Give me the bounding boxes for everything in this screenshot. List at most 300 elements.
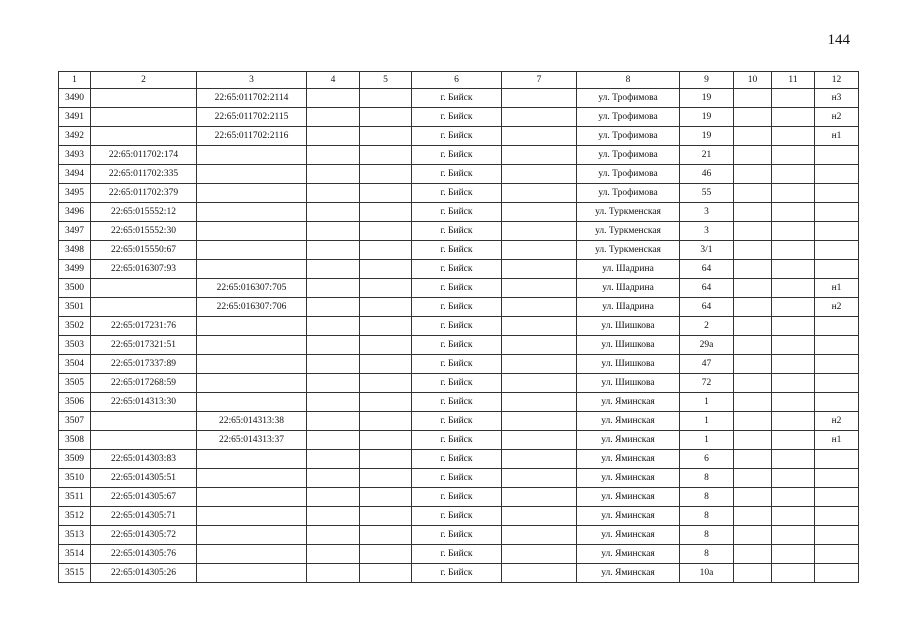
table-cell <box>197 184 307 203</box>
table-cell <box>360 317 412 336</box>
table-cell <box>360 298 412 317</box>
table-cell <box>815 165 859 184</box>
table-cell: 10а <box>680 564 734 583</box>
table-cell: ул. Яминская <box>577 545 680 564</box>
table-cell: 29а <box>680 336 734 355</box>
table-cell: 19 <box>680 108 734 127</box>
table-cell <box>772 488 815 507</box>
table-cell: ул. Шадрина <box>577 279 680 298</box>
table-cell <box>197 488 307 507</box>
table-cell: г. Бийск <box>412 450 502 469</box>
table-cell <box>772 450 815 469</box>
table-cell <box>360 336 412 355</box>
table-cell: 22:65:017268:59 <box>91 374 197 393</box>
table-cell <box>360 507 412 526</box>
table-cell: г. Бийск <box>412 545 502 564</box>
table-cell <box>815 336 859 355</box>
table-cell: 3504 <box>59 355 91 374</box>
table-cell <box>307 241 360 260</box>
table-cell <box>307 317 360 336</box>
table-cell <box>91 412 197 431</box>
table-cell: 1 <box>680 431 734 450</box>
table-cell: 3496 <box>59 203 91 222</box>
table-cell <box>91 108 197 127</box>
table-cell <box>734 165 772 184</box>
table-cell <box>197 374 307 393</box>
table-cell: г. Бийск <box>412 317 502 336</box>
table-cell: г. Бийск <box>412 89 502 108</box>
table-cell: 3498 <box>59 241 91 260</box>
column-header: 2 <box>91 72 197 89</box>
table-cell: 3512 <box>59 507 91 526</box>
table-cell: 72 <box>680 374 734 393</box>
table-cell <box>307 222 360 241</box>
table-cell: г. Бийск <box>412 469 502 488</box>
table-cell <box>772 108 815 127</box>
table-cell: ул. Трофимова <box>577 184 680 203</box>
table-cell: 3493 <box>59 146 91 165</box>
table-cell: г. Бийск <box>412 127 502 146</box>
table-row <box>59 317 859 336</box>
table-cell <box>307 545 360 564</box>
table-cell <box>772 564 815 583</box>
table-cell: 22:65:016307:93 <box>91 260 197 279</box>
table-cell <box>502 260 577 279</box>
table-cell: ул. Трофимова <box>577 89 680 108</box>
table-cell: 55 <box>680 184 734 203</box>
table-cell <box>502 127 577 146</box>
table-row <box>59 260 859 279</box>
table-cell <box>772 431 815 450</box>
table-row <box>59 374 859 393</box>
table-row <box>59 89 859 108</box>
table-cell: г. Бийск <box>412 222 502 241</box>
table-cell <box>91 298 197 317</box>
table-cell <box>502 146 577 165</box>
table-cell <box>307 355 360 374</box>
table-cell <box>734 526 772 545</box>
table-cell: 22:65:016307:705 <box>197 279 307 298</box>
table-cell <box>307 260 360 279</box>
table-cell <box>734 488 772 507</box>
table-row <box>59 127 859 146</box>
table-cell <box>502 317 577 336</box>
table-cell <box>360 279 412 298</box>
table-row <box>59 279 859 298</box>
table-cell <box>502 431 577 450</box>
table-cell: ул. Трофимова <box>577 108 680 127</box>
table-cell: 3511 <box>59 488 91 507</box>
table-cell: ул. Шадрина <box>577 298 680 317</box>
table-cell <box>815 469 859 488</box>
table-cell: 3497 <box>59 222 91 241</box>
table-cell: 2 <box>680 317 734 336</box>
table-cell <box>772 222 815 241</box>
table-cell <box>307 507 360 526</box>
table-cell <box>502 203 577 222</box>
table-cell <box>502 184 577 203</box>
table-cell <box>502 108 577 127</box>
table-row <box>59 412 859 431</box>
table-cell <box>502 488 577 507</box>
table-cell <box>307 279 360 298</box>
table-cell: г. Бийск <box>412 412 502 431</box>
table-cell: 21 <box>680 146 734 165</box>
table-cell <box>197 336 307 355</box>
table-cell: 22:65:014305:67 <box>91 488 197 507</box>
table-row <box>59 222 859 241</box>
table-cell: 3506 <box>59 393 91 412</box>
table-cell: 3513 <box>59 526 91 545</box>
table-cell: 22:65:011702:174 <box>91 146 197 165</box>
table-cell <box>307 298 360 317</box>
table-cell: 19 <box>680 127 734 146</box>
table-row <box>59 545 859 564</box>
table-cell <box>307 564 360 583</box>
table-cell: 8 <box>680 469 734 488</box>
table-cell <box>772 298 815 317</box>
table-cell: 22:65:014303:83 <box>91 450 197 469</box>
table-cell <box>360 165 412 184</box>
table-cell: ул. Шишкова <box>577 317 680 336</box>
table-cell <box>307 431 360 450</box>
column-header: 5 <box>360 72 412 89</box>
table-cell: 22:65:011702:379 <box>91 184 197 203</box>
table-cell <box>734 89 772 108</box>
table-cell <box>815 317 859 336</box>
table-cell: ул. Туркменская <box>577 241 680 260</box>
table-cell: 3/1 <box>680 241 734 260</box>
table-cell: г. Бийск <box>412 241 502 260</box>
table-cell: 22:65:014305:71 <box>91 507 197 526</box>
table-cell <box>307 450 360 469</box>
table-cell <box>307 203 360 222</box>
table-cell <box>360 412 412 431</box>
table-row <box>59 108 859 127</box>
table-cell <box>197 241 307 260</box>
table-cell <box>360 203 412 222</box>
table-cell <box>307 488 360 507</box>
table-cell: ул. Яминская <box>577 431 680 450</box>
table-cell <box>734 146 772 165</box>
table-cell: 3509 <box>59 450 91 469</box>
table-cell <box>772 89 815 108</box>
column-header: 8 <box>577 72 680 89</box>
table-cell <box>197 469 307 488</box>
table-cell <box>734 108 772 127</box>
table-cell <box>772 507 815 526</box>
table-cell: 64 <box>680 260 734 279</box>
table-cell: 3 <box>680 222 734 241</box>
table-cell <box>734 374 772 393</box>
table-cell <box>360 374 412 393</box>
table-cell <box>360 184 412 203</box>
table-cell: 8 <box>680 488 734 507</box>
table-cell <box>502 564 577 583</box>
column-header: 1 <box>59 72 91 89</box>
table-cell: н1 <box>815 127 859 146</box>
table-cell <box>815 450 859 469</box>
column-header: 3 <box>197 72 307 89</box>
table-cell <box>734 203 772 222</box>
table-cell: 3505 <box>59 374 91 393</box>
table-cell <box>197 165 307 184</box>
table-row <box>59 355 859 374</box>
table-cell: ул. Яминская <box>577 488 680 507</box>
table-cell: ул. Яминская <box>577 412 680 431</box>
column-header: 4 <box>307 72 360 89</box>
table-cell: 22:65:014313:38 <box>197 412 307 431</box>
table-cell: 22:65:011702:335 <box>91 165 197 184</box>
table-cell <box>360 545 412 564</box>
table-cell: 3502 <box>59 317 91 336</box>
table-row <box>59 507 859 526</box>
table-cell: 22:65:014305:26 <box>91 564 197 583</box>
table-cell <box>772 184 815 203</box>
table-cell: ул. Яминская <box>577 450 680 469</box>
table-cell <box>307 526 360 545</box>
table-cell <box>360 431 412 450</box>
table-cell <box>360 393 412 412</box>
table-cell <box>360 564 412 583</box>
table-cell <box>197 355 307 374</box>
table-cell <box>734 564 772 583</box>
table-cell: 46 <box>680 165 734 184</box>
table-row <box>59 241 859 260</box>
table-cell <box>734 507 772 526</box>
column-header: 6 <box>412 72 502 89</box>
table-cell: 8 <box>680 526 734 545</box>
table-cell <box>307 165 360 184</box>
table-cell: н1 <box>815 431 859 450</box>
table-cell <box>360 89 412 108</box>
table-cell <box>197 564 307 583</box>
table-row <box>59 146 859 165</box>
table-cell: 22:65:016307:706 <box>197 298 307 317</box>
table-cell: 22:65:014305:51 <box>91 469 197 488</box>
table-cell <box>815 260 859 279</box>
table-cell <box>502 241 577 260</box>
table-cell: 22:65:014313:30 <box>91 393 197 412</box>
table-cell <box>772 165 815 184</box>
table-cell <box>197 450 307 469</box>
table-cell: 47 <box>680 355 734 374</box>
table-cell: 3503 <box>59 336 91 355</box>
table-cell <box>360 450 412 469</box>
table-row <box>59 564 859 583</box>
table-cell <box>197 203 307 222</box>
table-cell: г. Бийск <box>412 184 502 203</box>
table-cell <box>734 412 772 431</box>
table-cell <box>815 355 859 374</box>
column-header: 9 <box>680 72 734 89</box>
table-cell: г. Бийск <box>412 507 502 526</box>
table-cell <box>815 526 859 545</box>
table-cell <box>307 412 360 431</box>
table-cell <box>307 146 360 165</box>
table-cell <box>197 260 307 279</box>
table-cell <box>307 89 360 108</box>
table-cell <box>734 222 772 241</box>
table-cell <box>307 336 360 355</box>
table-cell <box>502 545 577 564</box>
table-cell <box>734 184 772 203</box>
table-cell: г. Бийск <box>412 393 502 412</box>
table-cell <box>772 469 815 488</box>
table-cell: 6 <box>680 450 734 469</box>
table-cell <box>815 374 859 393</box>
table-cell: 22:65:011702:2114 <box>197 89 307 108</box>
table-cell <box>502 469 577 488</box>
table-cell <box>734 355 772 374</box>
table-cell <box>815 146 859 165</box>
column-header: 12 <box>815 72 859 89</box>
table-cell <box>360 241 412 260</box>
table-cell <box>360 108 412 127</box>
table-cell <box>360 146 412 165</box>
table-cell <box>772 241 815 260</box>
table-cell <box>734 241 772 260</box>
table-cell: г. Бийск <box>412 526 502 545</box>
table-cell <box>815 241 859 260</box>
table-cell: ул. Яминская <box>577 469 680 488</box>
table-cell <box>197 507 307 526</box>
table-cell <box>772 545 815 564</box>
table-cell: 3499 <box>59 260 91 279</box>
table-cell <box>91 127 197 146</box>
table-cell: 22:65:017321:51 <box>91 336 197 355</box>
table-cell <box>772 393 815 412</box>
table-cell <box>734 336 772 355</box>
table-cell <box>197 526 307 545</box>
table-cell: 19 <box>680 89 734 108</box>
table-cell <box>197 146 307 165</box>
table-cell: 3 <box>680 203 734 222</box>
table-cell <box>772 260 815 279</box>
table-cell <box>734 431 772 450</box>
table-cell <box>91 89 197 108</box>
table-cell: н1 <box>815 279 859 298</box>
table-cell: ул. Яминская <box>577 564 680 583</box>
table-cell <box>734 469 772 488</box>
table-cell <box>197 222 307 241</box>
table-cell <box>91 279 197 298</box>
table-cell: 3514 <box>59 545 91 564</box>
table-cell: г. Бийск <box>412 203 502 222</box>
table-cell <box>197 545 307 564</box>
table-cell: 8 <box>680 545 734 564</box>
register-table <box>58 71 859 583</box>
table-cell <box>502 450 577 469</box>
table-row <box>59 298 859 317</box>
table-cell: 3492 <box>59 127 91 146</box>
table-cell <box>734 260 772 279</box>
table-cell <box>815 564 859 583</box>
table-cell <box>815 393 859 412</box>
table-cell: 22:65:015552:12 <box>91 203 197 222</box>
table-cell <box>772 203 815 222</box>
table-cell: г. Бийск <box>412 298 502 317</box>
table-cell <box>772 146 815 165</box>
table-row <box>59 450 859 469</box>
table-cell <box>734 545 772 564</box>
column-header: 7 <box>502 72 577 89</box>
table-cell <box>360 127 412 146</box>
table-cell: 22:65:014313:37 <box>197 431 307 450</box>
table-cell <box>734 450 772 469</box>
table-cell: г. Бийск <box>412 165 502 184</box>
table-cell <box>502 393 577 412</box>
table-cell <box>360 355 412 374</box>
table-cell: г. Бийск <box>412 355 502 374</box>
table-cell <box>360 488 412 507</box>
table-cell: г. Бийск <box>412 279 502 298</box>
table-cell <box>502 526 577 545</box>
table-cell <box>502 374 577 393</box>
column-header: 11 <box>772 72 815 89</box>
table-cell <box>502 222 577 241</box>
table-cell: н2 <box>815 412 859 431</box>
table-cell: 3500 <box>59 279 91 298</box>
table-cell: ул. Шишкова <box>577 336 680 355</box>
table-cell <box>734 279 772 298</box>
table-cell <box>197 317 307 336</box>
table-cell <box>815 203 859 222</box>
table-cell: 3510 <box>59 469 91 488</box>
table-cell <box>734 393 772 412</box>
table-cell: г. Бийск <box>412 488 502 507</box>
table-cell <box>815 184 859 203</box>
table-row <box>59 488 859 507</box>
table-cell <box>502 298 577 317</box>
table-cell <box>307 127 360 146</box>
table-cell: 3491 <box>59 108 91 127</box>
table-cell <box>307 108 360 127</box>
table-cell: ул. Шадрина <box>577 260 680 279</box>
table-cell <box>307 374 360 393</box>
table-cell: г. Бийск <box>412 431 502 450</box>
table-cell: н2 <box>815 298 859 317</box>
table-cell: г. Бийск <box>412 564 502 583</box>
table-cell: 64 <box>680 279 734 298</box>
table-cell: 1 <box>680 412 734 431</box>
table-cell <box>815 507 859 526</box>
table-cell: г. Бийск <box>412 336 502 355</box>
table-cell <box>815 545 859 564</box>
table-cell <box>772 336 815 355</box>
table-row <box>59 526 859 545</box>
table-row <box>59 184 859 203</box>
table-cell <box>772 355 815 374</box>
table-cell: г. Бийск <box>412 108 502 127</box>
table-cell <box>772 526 815 545</box>
table-cell: н3 <box>815 89 859 108</box>
table-cell: 22:65:014305:72 <box>91 526 197 545</box>
table-cell: 64 <box>680 298 734 317</box>
table-cell <box>772 374 815 393</box>
table-cell <box>734 317 772 336</box>
table-cell <box>307 469 360 488</box>
table-cell <box>502 412 577 431</box>
table-cell: 22:65:015550:67 <box>91 241 197 260</box>
table-cell <box>815 488 859 507</box>
table-cell: ул. Трофимова <box>577 165 680 184</box>
table-cell: 8 <box>680 507 734 526</box>
table-row <box>59 469 859 488</box>
column-header: 10 <box>734 72 772 89</box>
table-cell <box>815 222 859 241</box>
table-cell: ул. Трофимова <box>577 127 680 146</box>
